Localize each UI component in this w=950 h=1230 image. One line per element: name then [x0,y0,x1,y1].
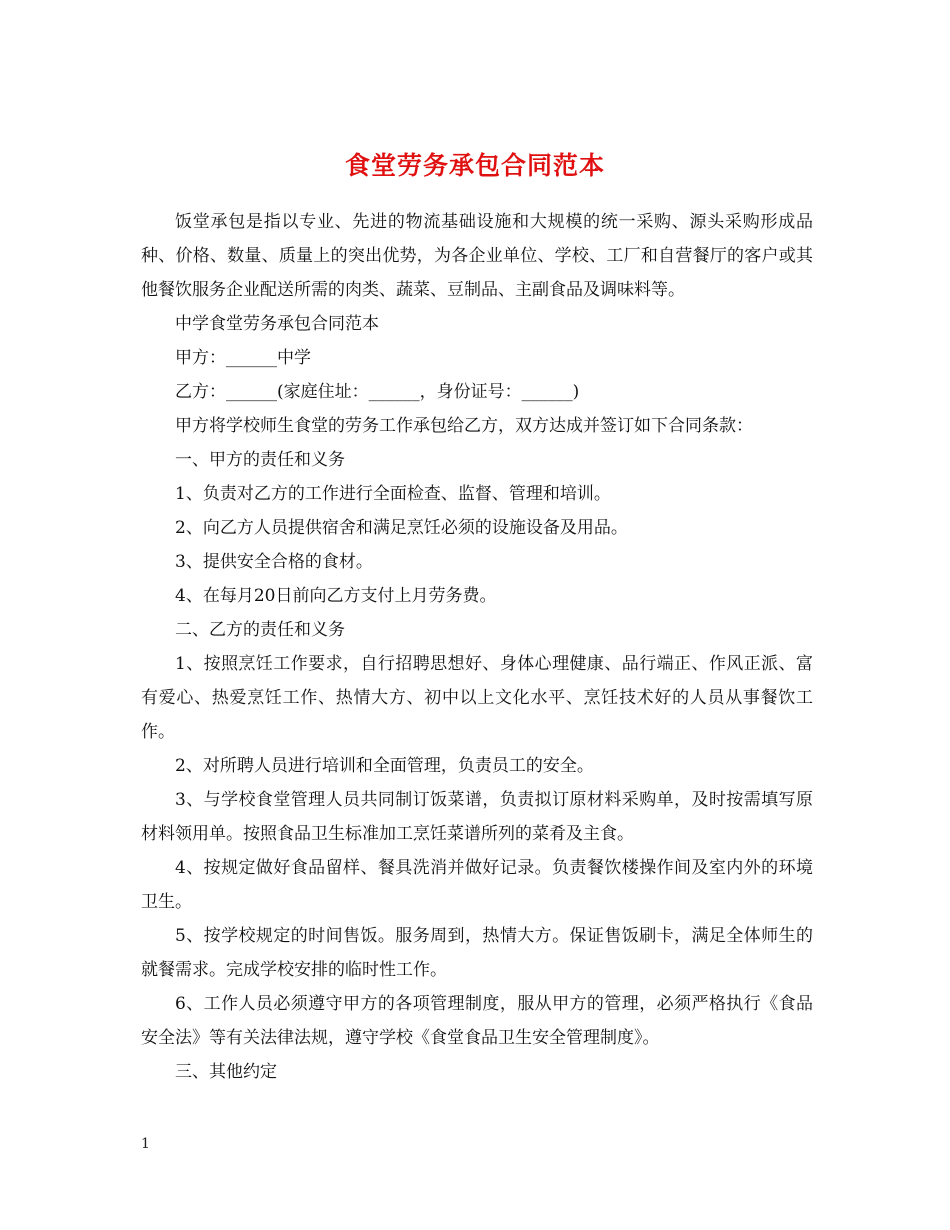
party-b-clause-4: 4、按规定做好食品留样、餐具洗消并做好记录。负责餐饮楼操作间及室内外的环境卫生。 [141,858,813,912]
party-a-clause-4: 4、在每月20日前向乙方支付上月劳务费。 [175,586,497,606]
contract-subtitle: 中学食堂劳务承包合同范本 [175,314,379,334]
party-b-clause-3: 3、与学校食堂管理人员共同制订饭菜谱，负责拟订原材料采购单，及时按需填写原材料领用单。按照食品卫生标准加工烹饪菜谱所列的菜肴及主食。 [141,790,813,844]
party-a-clause-1: 1、负责对乙方的工作进行全面检查、监督、管理和培训。 [175,484,611,504]
section-heading-party-a: 一、甲方的责任和义务 [175,450,345,470]
party-a-line: 甲方：______中学 [175,348,311,368]
section-heading-party-b: 二、乙方的责任和义务 [175,620,345,640]
section-heading-other: 三、其他约定 [175,1062,277,1082]
party-b-line: 乙方：______(家庭住址：______，身份证号：______) [175,382,580,402]
party-b-clause-6: 6、工作人员必须遵守甲方的各项管理制度，服从甲方的管理，必须严格执行《食品安全法》等有关法律法规，遵守学校《食堂食品卫生安全管理制度》。 [141,994,813,1048]
party-a-clause-3: 3、提供安全合格的食材。 [175,552,373,572]
page-number: 1 [141,1136,150,1152]
intro-paragraph: 饭堂承包是指以专业、先进的物流基础设施和大规模的统一采购、源头采购形成品种、价格、数量、质量上的突出优势，为各企业单位、学校、工厂和自营餐厅的客户或其他餐饮服务企业配送所需的肉类、蔬菜、豆制品、主副食品及调味料等。 [141,212,813,300]
party-a-clause-2: 2、向乙方人员提供宿舍和满足烹饪必须的设施设备及用品。 [175,518,628,538]
agreement-statement: 甲方将学校师生食堂的劳务工作承包给乙方，双方达成并签订如下合同条款： [175,416,753,436]
document-title: 食堂劳务承包合同范本 [344,150,605,180]
document-body [141,205,813,1089]
party-b-clause-2: 2、对所聘人员进行培训和全面管理，负责员工的安全。 [175,756,594,776]
party-b-clause-5: 5、按学校规定的时间售饭。服务周到，热情大方。保证售饭刷卡，满足全体师生的就餐需求。完成学校安排的临时性工作。 [141,926,813,980]
party-b-clause-1: 1、按照烹饪工作要求，自行招聘思想好、身体心理健康、品行端正、作风正派、富有爱心、热爱烹饪工作、热情大方、初中以上文化水平、烹饪技术好的人员从事餐饮工作。 [141,654,813,742]
